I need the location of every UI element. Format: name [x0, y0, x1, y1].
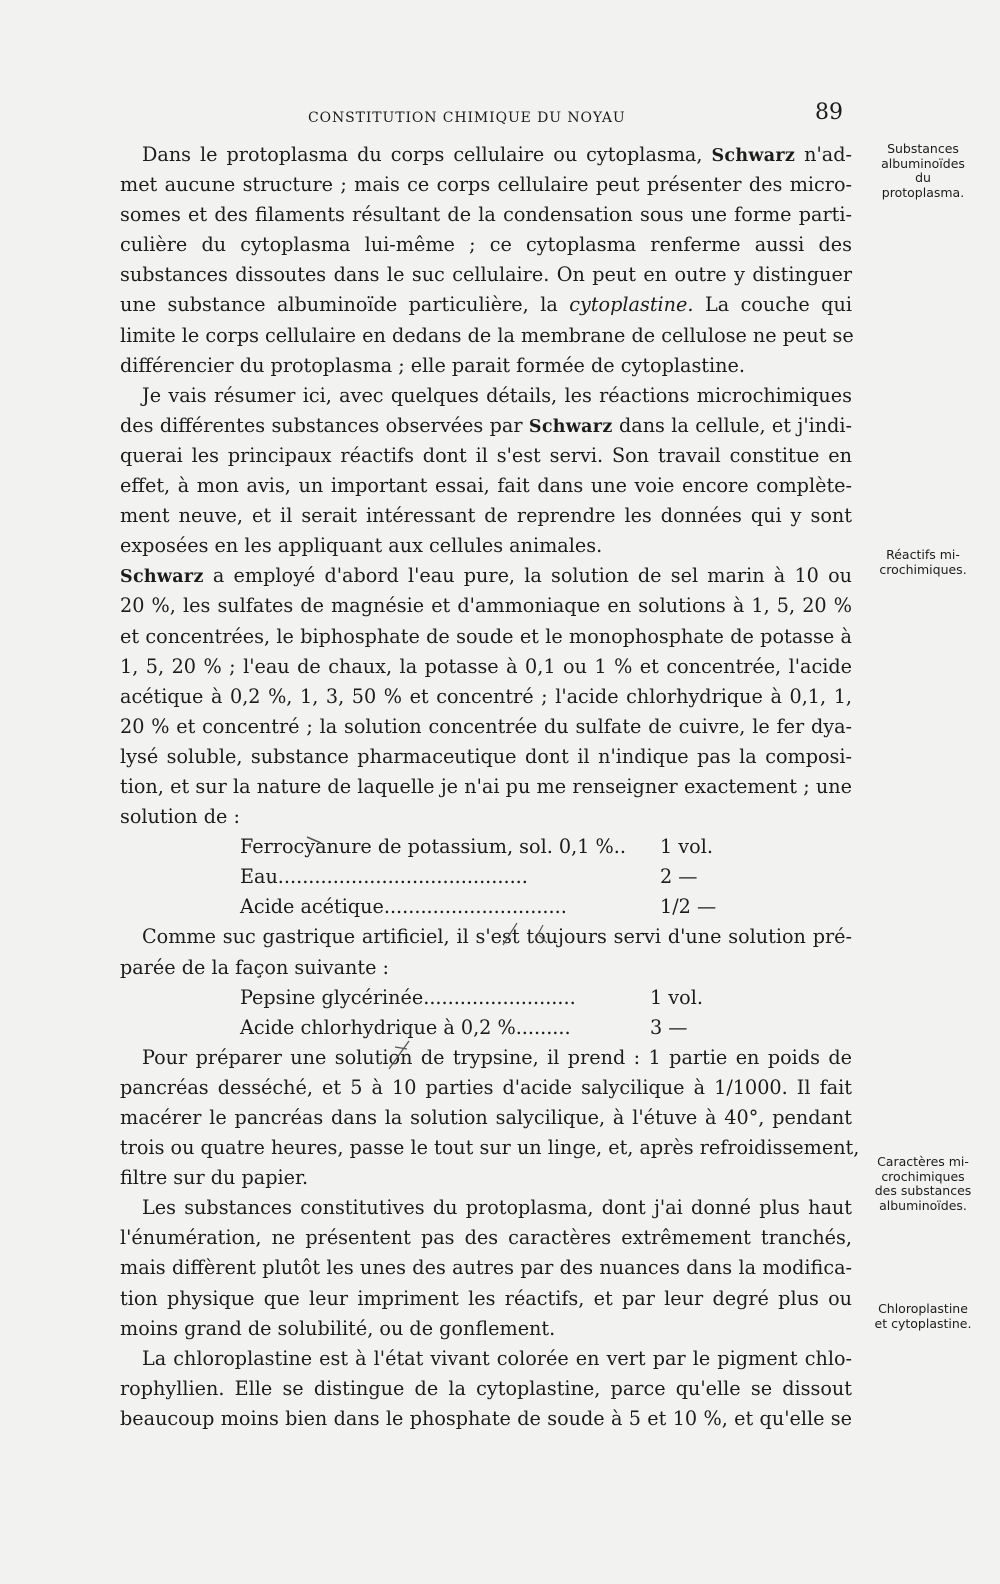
paragraph-4 [120, 922, 852, 982]
margin-note-reactifs [858, 548, 988, 577]
page-header [300, 98, 860, 128]
margin-note-substances-albuminoides [858, 142, 988, 200]
recipe-ferrocyanure [120, 832, 852, 922]
text-line: l'énumération, ne présentent pas des caractères extrêmement tranchés, [120, 1226, 852, 1250]
text-span: a employé d'abord l'eau pure, la solution de sel marin à 10 ou [212, 564, 852, 588]
margin-note-line: crochimiques [881, 1168, 965, 1184]
text-line: ment neuve, et il serait intéressant de reprendre les données qui y sont [120, 504, 852, 528]
pencil-mark-icon [495, 915, 555, 955]
text-line: différencier du protoplasma ; elle parait formée de cytoplastine. [120, 353, 745, 377]
margin-note-line: Caractères mi- [877, 1154, 969, 1169]
text-line: querai les principaux réactifs dont il s'est servi. Son travail constitue en [120, 443, 852, 467]
recipe-ingredient: Eau......................................... [240, 865, 528, 889]
paragraph-3 [120, 561, 852, 832]
author-name: Schwarz [120, 567, 204, 588]
text-line: La chloroplastine est à l'état vivant colorée en vert par le pigment chlo- [142, 1346, 852, 1370]
margin-note-line: albuminoïdes [881, 155, 965, 171]
page-number: 89 [815, 100, 843, 125]
text-line: Comme suc gastrique artificiel, il s'est toujours servi d'une solution pré- [142, 925, 852, 949]
margin-note-line: du [915, 170, 931, 185]
text-span: n'ad- [804, 143, 852, 166]
pencil-mark-icon [385, 1035, 415, 1075]
text-line: parée de la façon suivante : [120, 955, 390, 979]
text-line: pancréas desséché, et 5 à 10 parties d'acide salycilique à 1/1000. Il fait [120, 1075, 852, 1099]
recipe-amount: 2 — [660, 865, 698, 889]
text-line [120, 140, 852, 170]
margin-note-line: Substances [887, 141, 959, 156]
author-name: Schwarz [528, 416, 613, 437]
text-line [120, 411, 852, 441]
paragraph-7 [120, 1344, 852, 1434]
recipe-amount: 1/2 — [660, 895, 717, 919]
author-name: Schwarz [711, 146, 796, 166]
text-line: acétique à 0,2 %, 1, 3, 50 % et concentré ; l'acide chlorhydrique à 0,1, 1, [120, 684, 852, 708]
margin-note-line: protoplasma. [881, 184, 965, 200]
margin-note-line: Chloroplastine [878, 1301, 968, 1316]
text-line: lysé soluble, substance pharmaceutique dont il n'indique pas la composi- [120, 744, 852, 768]
recipe-amount: 1 vol. [650, 985, 703, 1009]
text-line: rophyllien. Elle se distingue de la cytoplastine, parce qu'elle se dissout [120, 1376, 852, 1400]
body-text [120, 140, 860, 1434]
recipe-row [120, 983, 852, 1013]
recipe-row [120, 892, 852, 922]
text-span: une substance albuminoïde particulière, la [120, 293, 558, 317]
recipe-ingredient: Acide acétique.............................. [240, 895, 567, 919]
recipe-row [120, 862, 852, 892]
text-line: solution de : [120, 805, 240, 829]
text-line: Les substances constitutives du protoplasma, dont j'ai donné plus haut [142, 1196, 852, 1220]
text-line: exposées en les appliquant aux cellules animales. [120, 534, 603, 558]
text-line: beaucoup moins bien dans le phosphate de soude à 5 et 10 %, et qu'elle se [120, 1406, 852, 1430]
text-line: mais diffèrent plutôt les unes des autres par des nuances dans la modifica- [120, 1256, 852, 1280]
text-line [120, 561, 852, 591]
text-line: tion physique que leur impriment les réactifs, et par leur degré plus ou [120, 1286, 852, 1310]
text-line: culière du cytoplasma lui-même ; ce cytoplasma renferme aussi des [120, 233, 852, 257]
text-line: substances dissoutes dans le suc cellulaire. On peut en outre y distinguer [120, 263, 852, 287]
text-line: 20 %, les sulfates de magnésie et d'ammoniaque en solutions à 1, 5, 20 % [120, 594, 852, 618]
text-line: et concentrées, le biphosphate de soude et le monophosphate de potasse à [120, 624, 852, 648]
paragraph-5 [120, 1043, 860, 1193]
recipe-ingredient: Pepsine glycérinée......................... [240, 985, 576, 1009]
margin-note-line: crochimiques. [879, 561, 967, 577]
text-line: trois ou quatre heures, passe le tout sur un linge, et, après refroidissement, [120, 1136, 860, 1160]
recipe-amount: 1 vol. [660, 835, 713, 859]
text-line: moins grand de solubilité, ou de gonflement. [120, 1316, 556, 1340]
text-line [120, 290, 852, 320]
text-line: somes et des filaments résultant de la condensation sous une forme parti- [120, 203, 852, 227]
recipe-row [120, 832, 852, 862]
text-line: Je vais résumer ici, avec quelques détails, les réactions microchimiques [142, 383, 852, 407]
margin-note-line: Réactifs mi- [886, 547, 960, 562]
text-span: dans la cellule, et j'indi- [618, 413, 852, 437]
text-line: limite le corps cellulaire en dedans de la membrane de cellulose ne peut se [120, 323, 854, 347]
text-line: Pour préparer une solution de trypsine, il prend : 1 partie en poids de [142, 1045, 852, 1069]
text-span: La couche qui [704, 293, 852, 317]
paragraph-2 [120, 381, 852, 562]
margin-note-chloroplastine [858, 1302, 988, 1331]
text-span: Dans le protoplasma du corps cellulaire ou cytoplasma, [142, 143, 703, 166]
text-line: 20 % et concentré ; la solution concentrée du sulfate de cuivre, le fer dya- [120, 714, 852, 738]
text-line: met aucune structure ; mais ce corps cellulaire peut présenter des micro- [120, 173, 852, 197]
recipe-amount: 3 — [650, 1015, 688, 1039]
paragraph-6 [120, 1193, 852, 1343]
recipe-row [120, 1013, 852, 1043]
recipe-ingredient: Acide chlorhydrique à 0,2 %......... [240, 1015, 571, 1039]
text-line: tion, et sur la nature de laquelle je n'ai pu me renseigner exactement ; une [120, 774, 852, 798]
text-line: filtre sur du papier. [120, 1166, 309, 1190]
margin-note-caracteres [858, 1155, 988, 1213]
margin-note-line: albuminoïdes. [879, 1197, 967, 1213]
text-line: effet, à mon avis, un important essai, fait dans une voie encore complète- [120, 474, 852, 498]
text-span: des différentes substances observées par [120, 413, 523, 437]
text-line: 1, 5, 20 % ; l'eau de chaux, la potasse à 0,1 ou 1 % et concentrée, l'acide [120, 654, 852, 678]
paragraph-1 [120, 140, 852, 381]
running-title: CONSTITUTION CHIMIQUE DU NOYAU [308, 110, 626, 126]
margin-note-line: des substances [874, 1183, 972, 1198]
recipe-ingredient: Ferrocyanure de potassium, sol. 0,1 %.. [240, 835, 626, 859]
pencil-mark-icon [305, 835, 323, 845]
recipe-pepsine [120, 983, 852, 1043]
margin-note-line: et cytoplastine. [874, 1315, 972, 1331]
text-line: macérer le pancréas dans la solution salycilique, à l'étuve à 40°, pendant [120, 1106, 852, 1129]
italic-term: cytoplastine. [569, 293, 694, 317]
